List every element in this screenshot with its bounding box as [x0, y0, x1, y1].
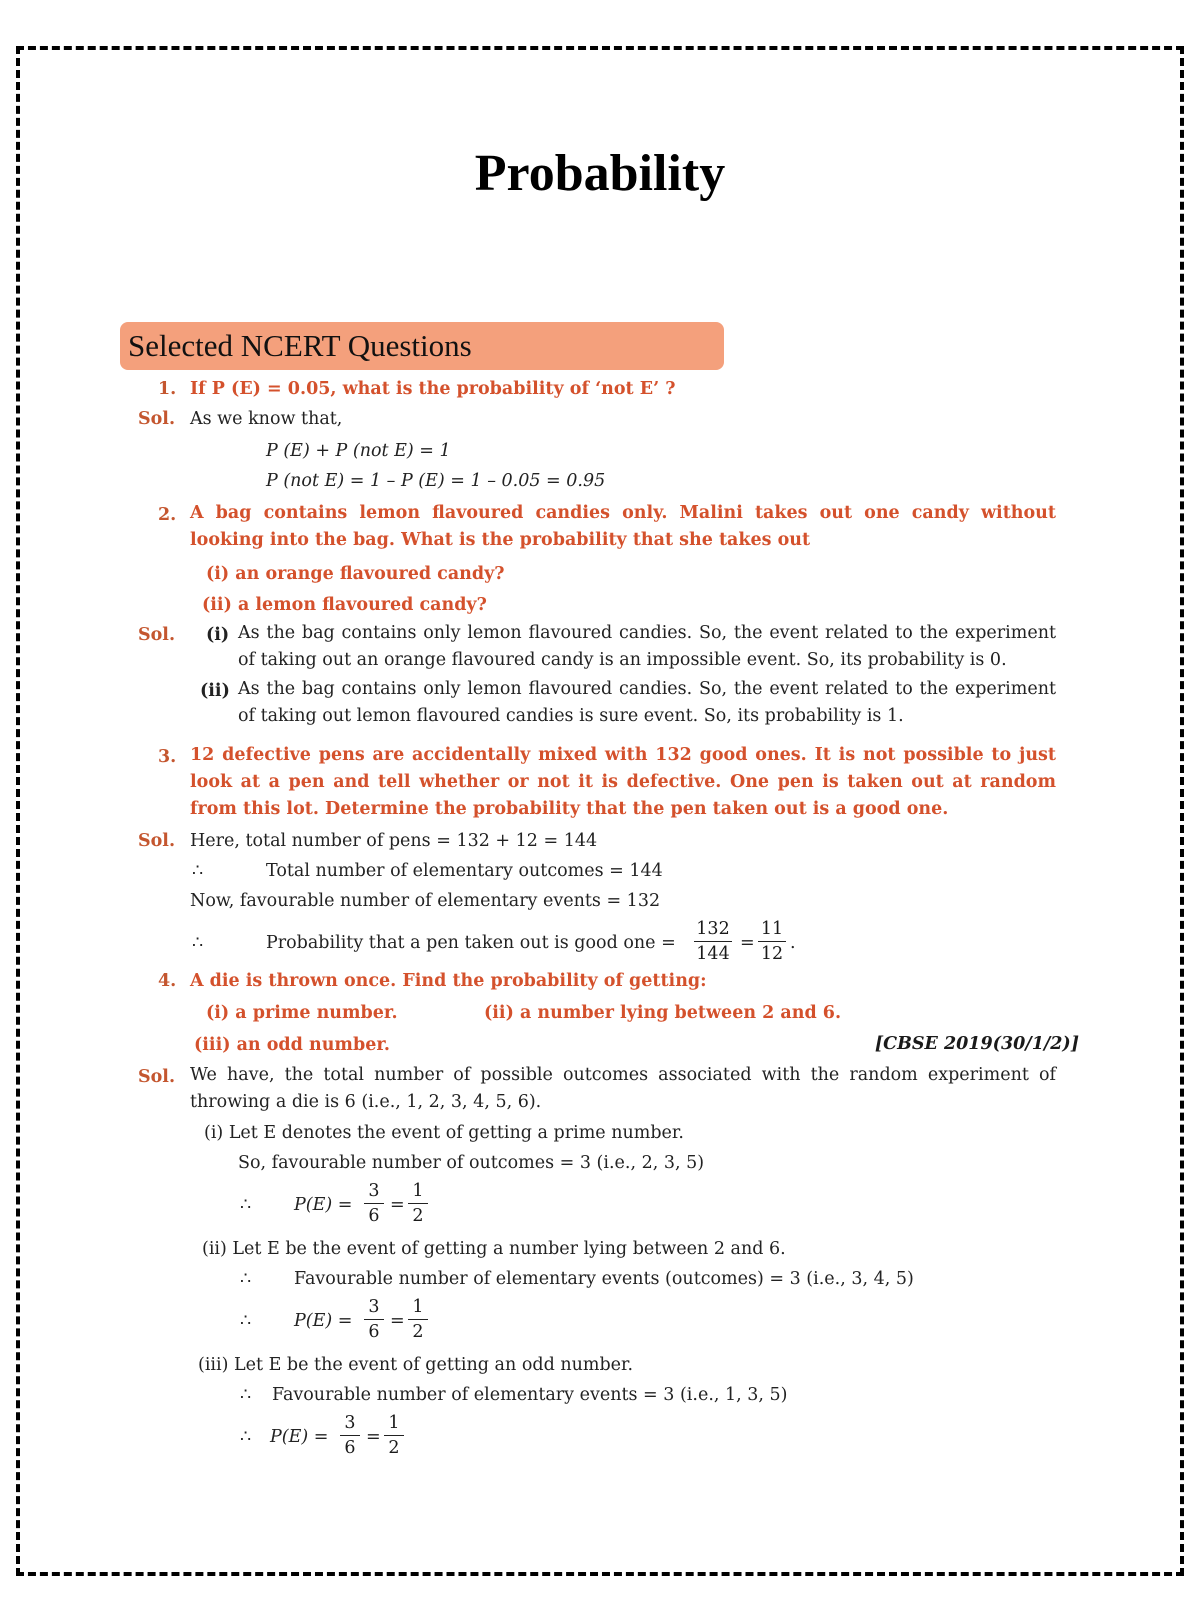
probability-expr: P(E) = — [270, 1427, 329, 1447]
denominator: 6 — [368, 1206, 380, 1226]
q2-sol-i-label: (i) — [206, 625, 230, 645]
q1-sol-label: Sol. — [138, 409, 176, 429]
q2-part-i: (i) an orange flavoured candy? — [206, 564, 505, 584]
q4-i-line1: (i) Let E denotes the event of getting a prime number. — [204, 1123, 684, 1143]
therefore-symbol: ∴ — [240, 1311, 252, 1331]
q3-text: 12 defective pens are accidentally mixed with 132 good ones. It is not possible to just look at a pen and tell whether or not it is defective. One pen is taken out at random from this lot. Determine the probability that the pen taken out is a good one. — [190, 745, 1056, 819]
q2-sol-i: As the bag contains only lemon flavoured candies. So, the event related to the experiment of taking out an orange flavoured candy is an impossible event. So, its probability is 0. — [238, 623, 1056, 670]
fraction-bar — [364, 1203, 384, 1204]
q4-text: A die is thrown once. Find the probability of getting: — [190, 971, 707, 991]
numerator: 11 — [760, 919, 784, 939]
fraction-bar — [340, 1435, 360, 1436]
period: . — [790, 933, 796, 953]
therefore-symbol: ∴ — [240, 1195, 252, 1215]
q4-ii-line2: Favourable number of elementary events (outcomes) = 3 (i.e., 3, 4, 5) — [294, 1269, 914, 1289]
q4-i-line2: So, favourable number of outcomes = 3 (i.e., 2, 3, 5) — [238, 1153, 705, 1173]
section-banner — [120, 322, 724, 370]
fraction — [408, 1180, 428, 1227]
denominator: 6 — [368, 1322, 380, 1342]
q2-part-ii: (ii) a lemon flavoured candy? — [202, 595, 487, 615]
numerator: 3 — [368, 1297, 380, 1317]
equals-sign: = — [740, 933, 755, 953]
therefore-symbol: ∴ — [240, 1269, 252, 1289]
q4-sol-line1: We have, the total number of possible outcomes associated with the random experiment of throwing a die is 6 (i.e., 1, 2, 3, 4, 5, 6). — [190, 1065, 1056, 1112]
fraction — [384, 1412, 404, 1459]
q4-iii-line2: Favourable number of elementary events = 3 (i.e., 1, 3, 5) — [272, 1385, 788, 1405]
fraction — [758, 918, 786, 965]
denominator: 2 — [412, 1322, 424, 1342]
fraction-bar — [408, 1203, 428, 1204]
q4-ii-line1: (ii) Let E be the event of getting a number lying between 2 and 6. — [202, 1239, 786, 1259]
fraction-bar — [408, 1319, 428, 1320]
q3-sol-label: Sol. — [138, 831, 176, 851]
q1-sol-eq1: P (E) + P (not E) = 1 — [266, 441, 451, 461]
numerator: 3 — [368, 1181, 380, 1201]
equals-sign: = — [390, 1311, 405, 1331]
citation: [CBSE 2019(30/1/2)] — [874, 1034, 1079, 1054]
q4-part-i: (i) a prime number. — [206, 1003, 398, 1023]
q1-text: If P (E) = 0.05, what is the probability of ‘not E’ ? — [190, 379, 676, 399]
q4-sol-label: Sol. — [138, 1067, 176, 1087]
fraction-bar — [694, 941, 732, 942]
numerator: 1 — [412, 1297, 424, 1317]
section-banner-label: Selected NCERT Questions — [128, 328, 472, 363]
fraction-bar — [758, 941, 786, 942]
q1-sol-line: As we know that, — [190, 409, 343, 429]
q4-number: 4. — [158, 971, 177, 991]
q4-iii-line1: (iii) Let E be the event of getting an odd number. — [198, 1355, 634, 1375]
equals-sign: = — [366, 1427, 381, 1447]
therefore-symbol: ∴ — [240, 1385, 252, 1405]
q1-number: 1. — [158, 379, 177, 399]
numerator: 1 — [412, 1181, 424, 1201]
q2-sol-ii-label: (ii) — [200, 681, 230, 701]
equals-sign: = — [390, 1195, 405, 1215]
numerator: 1 — [388, 1413, 400, 1433]
fraction — [408, 1296, 428, 1343]
probability-expr: P(E) = — [294, 1311, 353, 1331]
q2-sol-label: Sol. — [138, 625, 176, 645]
denominator: 144 — [696, 944, 730, 964]
q3-number: 3. — [158, 747, 177, 767]
numerator: 132 — [696, 919, 730, 939]
therefore-symbol: ∴ — [192, 933, 204, 953]
q4-part-iii: (iii) an odd number. — [194, 1035, 391, 1055]
probability-expr: P(E) = — [294, 1195, 353, 1215]
denominator: 2 — [412, 1206, 424, 1226]
denominator: 6 — [344, 1438, 356, 1458]
q2-number: 2. — [158, 505, 177, 525]
therefore-symbol: ∴ — [240, 1427, 252, 1447]
fraction — [340, 1412, 360, 1459]
q3-sol-line1: Here, total number of pens = 132 + 12 = 144 — [190, 831, 598, 851]
denominator: 12 — [760, 944, 784, 964]
q2-text: A bag contains lemon flavoured candies only. Malini takes out one candy without looking into the bag. What is the probability that she takes out — [190, 503, 1056, 550]
fraction-bar — [364, 1319, 384, 1320]
fraction-bar — [384, 1435, 404, 1436]
q3-sol-line4: Probability that a pen taken out is good one = — [266, 933, 676, 953]
fraction — [694, 918, 732, 965]
fraction — [364, 1180, 384, 1227]
therefore-symbol: ∴ — [192, 861, 204, 881]
fraction — [364, 1296, 384, 1343]
q2-sol-ii: As the bag contains only lemon flavoured candies. So, the event related to the experiment of taking out lemon flavoured candies is sure event. So, its probability is 1. — [238, 679, 1056, 726]
q3-sol-line2: Total number of elementary outcomes = 144 — [266, 861, 663, 881]
q3-sol-line3: Now, favourable number of elementary events = 132 — [190, 891, 661, 911]
numerator: 3 — [344, 1413, 356, 1433]
q1-sol-eq2: P (not E) = 1 – P (E) = 1 – 0.05 = 0.95 — [266, 471, 606, 491]
q4-part-ii: (ii) a number lying between 2 and 6. — [484, 1003, 842, 1023]
page-title: Probability — [474, 145, 726, 202]
denominator: 2 — [388, 1438, 400, 1458]
